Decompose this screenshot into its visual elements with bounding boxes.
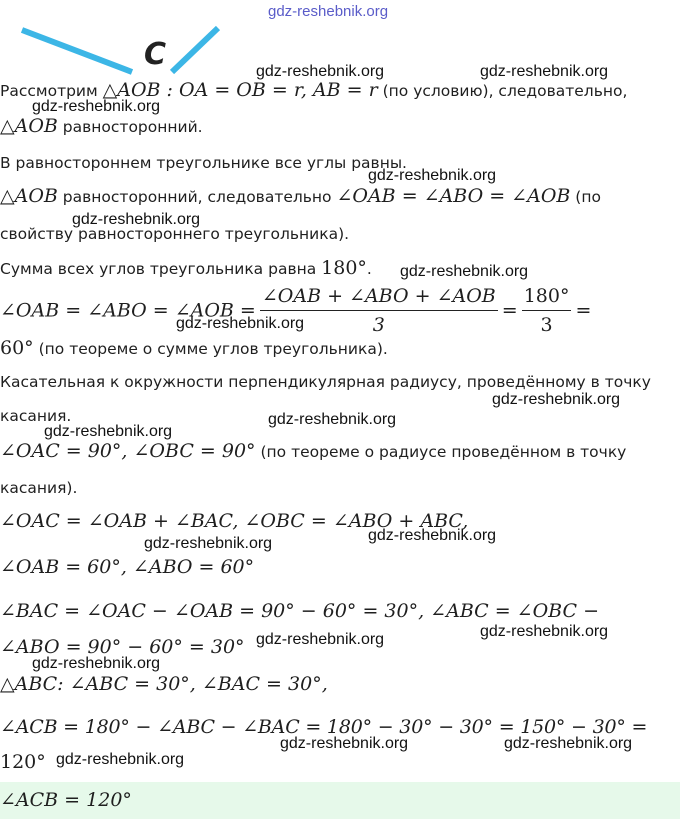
text-line: касания. — [0, 407, 72, 425]
watermark: gdz-reshebnik.org — [44, 423, 173, 440]
formula-line: ∠ABO = 90° − 60° = 30° — [0, 636, 245, 658]
watermark: gdz-reshebnik.org — [72, 211, 201, 228]
formula-line: ∠BAC = ∠OAC − ∠OAB = 90° − 60° = 30°, ∠ABC = ∠OBC − — [0, 600, 599, 622]
text-line: свойству равностороннего треугольника). — [0, 225, 350, 243]
formula-line: ∠ACB = 180° − ∠ABC − ∠BAC = 180° − 30° − 30° = 150° − 30° = — [0, 716, 648, 738]
answer-box — [0, 782, 680, 819]
watermark: gdz-reshebnik.org — [32, 98, 161, 115]
watermark: gdz-reshebnik.org — [268, 411, 397, 428]
text-line: 60° (по теореме о сумме углов треугольника). — [0, 337, 388, 359]
text-line: Рассмотрим △AOB : OA = OB = r, AB = r (по условию), следовательно, — [0, 79, 628, 101]
watermark: gdz-reshebnik.org — [144, 535, 273, 552]
text-line: ∠OAC = 90°, ∠OBC = 90° (по теореме о радиусе проведённом в точку — [0, 440, 627, 462]
text-line: касания). — [0, 479, 78, 497]
text-line: △AOB равносторонний. — [0, 115, 203, 137]
watermark: gdz-reshebnik.org — [480, 63, 609, 80]
text-line: Сумма всех углов треугольника равна 180°. — [0, 257, 372, 279]
watermark: gdz-reshebnik.org — [256, 63, 385, 80]
fraction: $\frac{180^\circ}{3}$ — [523, 285, 570, 336]
formula-line: ∠OAB = 60°, ∠ABO = 60° — [0, 556, 255, 578]
formula-line: ∠OAC = ∠OAB + ∠BAC, ∠OBC = ∠ABO + ABC, — [0, 510, 469, 532]
watermark: gdz-reshebnik.org — [280, 735, 409, 752]
formula-line: △ABC: ∠ABC = 30°, ∠BAC = 30°, — [0, 673, 328, 695]
watermark: gdz-reshebnik.org — [256, 631, 385, 648]
watermark: gdz-reshebnik.org — [480, 623, 609, 640]
watermark: gdz-reshebnik.org — [368, 167, 497, 184]
figure-point-label: C — [144, 37, 167, 72]
watermark: gdz-reshebnik.org — [56, 751, 185, 768]
text-line: Касательная к окружности перпендикулярная радиусу, проведённому в точку — [0, 373, 651, 391]
watermark: gdz-reshebnik.org — [268, 3, 389, 20]
watermark: gdz-reshebnik.org — [176, 315, 305, 332]
answer-text: ∠ACB = 120° — [0, 789, 132, 811]
figure-line-right — [172, 28, 218, 72]
watermark: gdz-reshebnik.org — [492, 391, 621, 408]
watermark: gdz-reshebnik.org — [504, 735, 633, 752]
figure-fragment — [0, 0, 680, 75]
figure-line-left — [22, 30, 132, 72]
formula-line: 120° — [0, 751, 46, 773]
text-line: △AOB равносторонний, следовательно ∠OAB = ∠ABO = ∠AOB (по — [0, 185, 601, 207]
watermark: gdz-reshebnik.org — [368, 527, 497, 544]
watermark: gdz-reshebnik.org — [400, 263, 529, 280]
watermark: gdz-reshebnik.org — [32, 655, 161, 672]
formula-line: ∠OAB = ∠ABO = ∠AOB = $\frac{\text{∠OAB + ∠ABO + ∠AOB}}{3}$ = $\frac{180^\circ}{3}$ = — [0, 285, 592, 336]
text-line: В равностороннем треугольнике все углы равны. — [0, 154, 407, 172]
fraction: $\frac{\text{∠OAB + ∠ABO + ∠AOB}}{3}$ — [261, 285, 496, 336]
